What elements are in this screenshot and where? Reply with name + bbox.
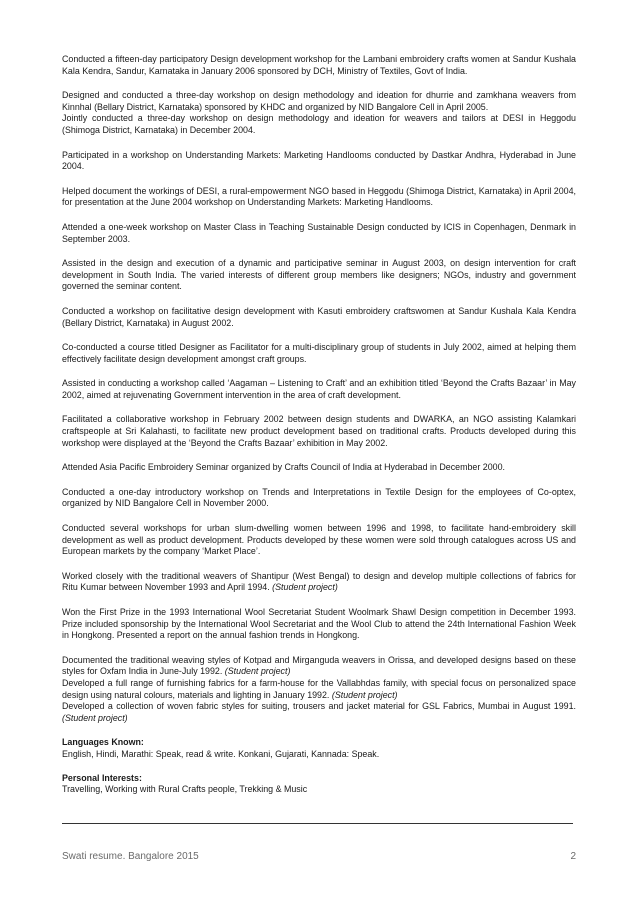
student-project-note: (Student project): [224, 666, 291, 677]
experience-line: [62, 342, 576, 365]
languages-known-heading: Languages Known:: [62, 737, 144, 748]
experience-line: [62, 414, 576, 449]
experience-text: Facilitated a collaborative workshop in February 2002 between design students and DWARKA, an NGO assisting Kalamkari craftspeople at Sri Kalahasti, to facilitate new product development based on traditional crafts. Products developed during this workshop were displayed at the ‘Beyond the Crafts Bazaar’ exhibition in May 2002.: [62, 414, 576, 448]
experience-paragraph: [62, 462, 576, 474]
experience-line: [62, 701, 576, 724]
experience-line: [62, 523, 576, 558]
experience-text: Attended Asia Pacific Embroidery Seminar organized by Crafts Council of India at Hyderabad in December 2000.: [62, 462, 505, 473]
experience-text: Conducted several workshops for urban slum-dwelling women between 1996 and 1998, to facilitate hand-embroidery skill development as well as product development. Products developed by these women were sold through catalogues across US and European markets by the company ‘Market Place’.: [62, 523, 576, 557]
experience-paragraph: [62, 222, 576, 245]
experience-line: [62, 222, 576, 245]
experience-line: [62, 90, 576, 113]
experience-text: Developed a full range of furnishing fabrics for a farm-house for the Vallabhdas family, with special focus on personalized space design using natural colours, materials and lighting in January 1992.: [62, 677, 576, 700]
experience-paragraph: [62, 150, 576, 173]
experience-line: [62, 113, 576, 136]
experience-line: [62, 655, 576, 678]
experience-text: Conducted a one-day introductory workshop on Trends and Interpretations in Textile Design for the employees of Co-optex, organized by NID Bangalore Cell in November 2000.: [62, 486, 576, 509]
languages-known-text: English, Hindi, Marathi: Speak, read & write. Konkani, Gujarati, Kannada: Speak.: [62, 748, 380, 759]
experience-text: Jointly conducted a three-day workshop on design methodology and ideation for weavers and tailors at DESI in Heggodu (Shimoga District, Karnataka) in December 2004.: [62, 113, 576, 135]
experience-text: Documented the traditional weaving styles of Kotpad and Mirganguda weavers in Orissa, and developed designs based on these styles for Oxfam India in June-July 1992.: [62, 654, 576, 677]
experience-line: [62, 678, 576, 701]
experience-line: [62, 54, 576, 77]
experience-text: Developed a collection of woven fabric styles for suiting, trousers and jacket material for GSL Fabrics, Mumbai in August 1991.: [62, 701, 576, 712]
page-number: 2: [570, 851, 576, 862]
experience-paragraph: [62, 487, 576, 510]
experience-line: [62, 150, 576, 173]
experience-line: [62, 378, 576, 401]
experience-paragraph: [62, 342, 576, 365]
experience-paragraph: [62, 378, 576, 401]
experience-text: Assisted in the design and execution of a dynamic and participative seminar in August 2003, on design intervention for craft development in South India. The varied interests of different group members like designers; NGOs, industry and government governed the seminar content.: [62, 258, 576, 292]
experience-paragraph: [62, 306, 576, 329]
experience-paragraph: [62, 523, 576, 558]
student-project-note: (Student project): [272, 582, 338, 593]
personal-interests-heading: Personal Interests:: [62, 772, 142, 783]
experience-line: [62, 571, 576, 594]
page-footer: [62, 851, 576, 862]
experience-paragraph: [62, 258, 576, 293]
experience-line: [62, 487, 576, 510]
experience-text: Conducted a workshop on facilitative design development with Kasuti embroidery craftswomen at Sandur Kushala Kala Kendra (Bellary District, Karnataka) in August 2002.: [62, 305, 576, 328]
experience-text: Conducted a fifteen-day participatory Design development workshop for the Lambani embroidery crafts women at Sandur Kushala Kala Kendra, Sandur, Karnataka in January 2006 sponsored by DCH, Ministry of Textiles, Govt of India.: [62, 54, 576, 76]
experience-line: [62, 186, 576, 209]
experience-text: Participated in a workshop on Understanding Markets: Marketing Handlooms conducted by Dastkar Andhra, Hyderabad in June 2004.: [62, 149, 576, 172]
experience-line: [62, 306, 576, 329]
experience-line: [62, 462, 576, 474]
experience-text: Attended a one-week workshop on Master Class in Teaching Sustainable Design conducted by ICIS in Copenhagen, Denmark in September 2003.: [62, 221, 576, 244]
resume-body: [62, 54, 576, 796]
experience-line: [62, 607, 576, 642]
personal-interests-text: Travelling, Working with Rural Crafts people, Trekking & Music: [62, 784, 308, 795]
experience-paragraph: [62, 607, 576, 642]
experience-text: Assisted in conducting a workshop called ‘Aagaman – Listening to Craft’ and an exhibition titled ‘Beyond the Crafts Bazaar’ in May 2002, aimed at rejuvenating Government intervention in the area of craft development.: [62, 378, 576, 400]
student-project-note: (Student project): [62, 712, 128, 723]
section-divider: [62, 823, 573, 824]
experience-line: [62, 258, 576, 293]
experience-text: Co-conducted a course titled Designer as Facilitator for a multi-disciplinary group of students in July 2002, aimed at helping them effectively facilitate design development amongst craft groups.: [62, 342, 576, 364]
experience-text: Helped document the workings of DESI, a rural-empowerment NGO based in Heggodu (Shimoga District, Karnataka) in April 2004, for presentation at the June 2004 workshop on Understanding Markets: Marketing Handlooms.: [62, 185, 576, 208]
student-project-note: (Student project): [331, 689, 398, 700]
experience-text: Designed and conducted a three-day workshop on design methodology and ideation for dhurrie and zamkhana weavers from Kinnhal (Bellary District, Karnataka) sponsored by KHDC and organized by NID Bangalore Cell in April 2005.: [62, 90, 576, 112]
experience-paragraph: [62, 655, 576, 725]
experience-text: Won the First Prize in the 1993 International Wool Secretariat Student Woolmark Shawl Design competition in December 1993. Prize included sponsorship by the International Wool Secretariat and the Wool Club to attend the 24th International Fashion Week in Hongkong. Presented a report on the annual fashion trends in Hongkong.: [62, 607, 576, 641]
experience-paragraph: [62, 414, 576, 449]
experience-paragraph: [62, 571, 576, 594]
experience-paragraph: [62, 54, 576, 77]
footer-title: Swati resume. Bangalore 2015: [62, 851, 199, 862]
experience-paragraph: [62, 90, 576, 136]
experience-paragraph: [62, 186, 576, 209]
experience-text: Worked closely with the traditional weavers of Shantipur (West Bengal) to design and develop multiple collections of fabrics for Ritu Kumar between November 1993 and April 1994.: [62, 570, 576, 593]
